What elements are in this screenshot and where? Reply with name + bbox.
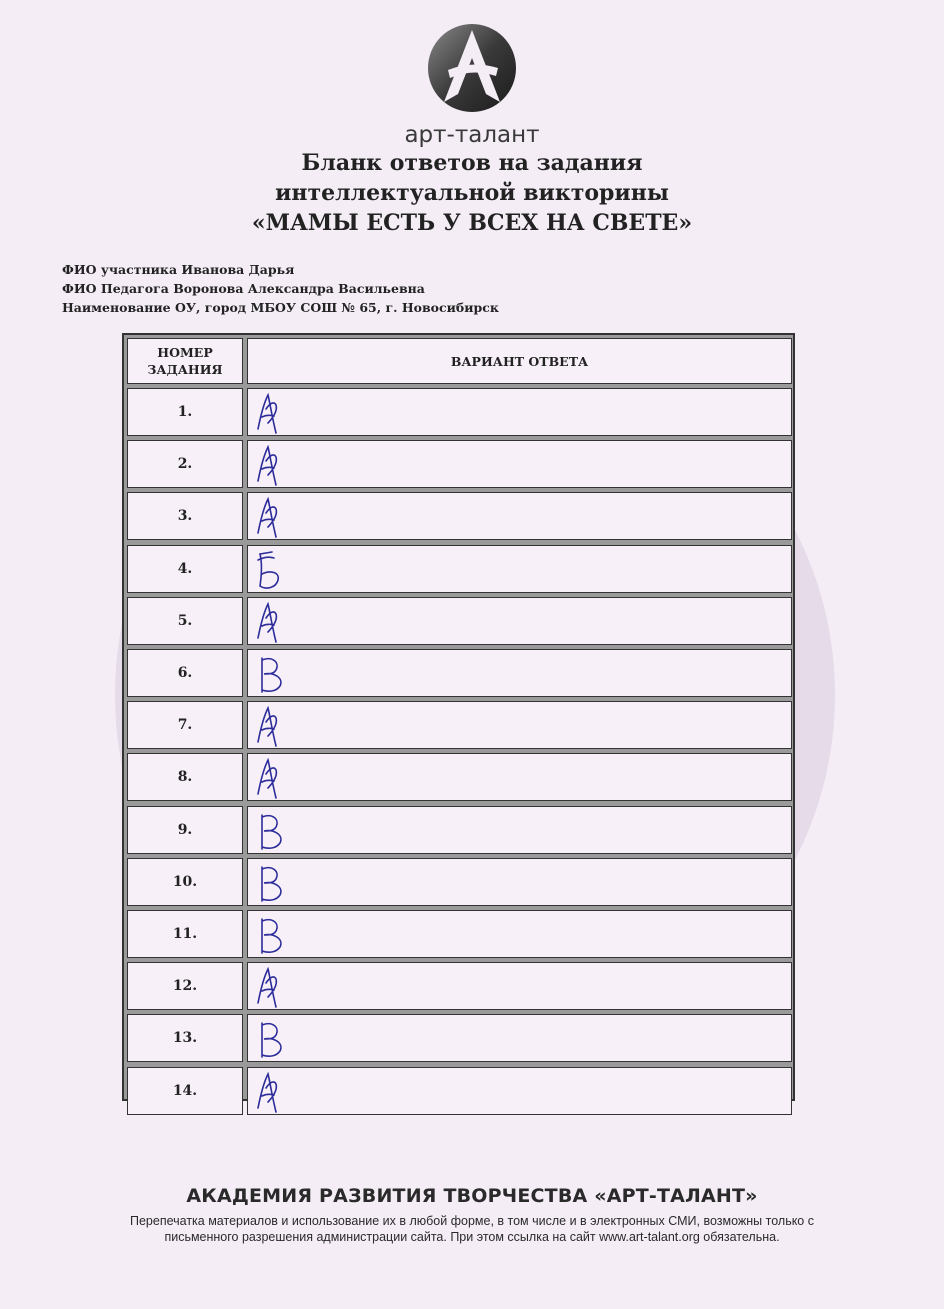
handwritten-answer-glyph xyxy=(252,546,288,594)
task-number: 12. xyxy=(172,978,198,995)
task-number: 10. xyxy=(172,873,198,890)
academy-name: АКАДЕМИЯ РАЗВИТИЯ ТВОРЧЕСТВА «АРТ-ТАЛАНТ» xyxy=(186,1185,758,1207)
answer-cell xyxy=(247,492,792,540)
answer-cell xyxy=(247,806,792,854)
handwritten-answer-glyph xyxy=(252,598,288,646)
task-number-cell xyxy=(127,440,243,488)
header-task-number-label: НОМЕР ЗАДАНИЯ xyxy=(147,345,223,377)
task-number-cell xyxy=(127,962,243,1010)
handwritten-answer-glyph xyxy=(252,702,288,750)
answer-cell xyxy=(247,858,792,906)
task-number-cell xyxy=(127,597,243,645)
form-title-line-3: «МАМЫ ЕСТЬ У ВСЕХ НА СВЕТЕ» xyxy=(251,210,693,236)
brand-name: арт-талант xyxy=(404,122,540,148)
participant-info xyxy=(62,260,499,317)
handwritten-answer-glyph xyxy=(252,807,288,855)
handwritten-answer-glyph xyxy=(252,650,288,698)
handwritten-answer-glyph xyxy=(252,1015,288,1063)
handwritten-answer-glyph xyxy=(252,441,288,489)
handwritten-answer-glyph xyxy=(252,859,288,907)
copyright-line-2: письменного разрешения администрации сайта. При этом ссылка на сайт www.art-talant.org обязательна. xyxy=(164,1230,780,1244)
task-number-cell xyxy=(127,492,243,540)
task-number: 3. xyxy=(177,508,193,525)
task-number-cell xyxy=(127,1067,243,1115)
header-task-number xyxy=(127,338,243,384)
task-number-cell xyxy=(127,545,243,593)
copyright-notice xyxy=(0,1213,944,1245)
task-number: 1. xyxy=(177,404,193,420)
handwritten-answer-glyph xyxy=(252,754,288,802)
answer-cell xyxy=(247,910,792,958)
answer-cell xyxy=(247,440,792,488)
answer-cell xyxy=(247,597,792,645)
participant-name: ФИО участника Иванова Дарья xyxy=(62,262,295,277)
answer-cell xyxy=(247,1067,792,1115)
answer-cell xyxy=(247,388,792,436)
task-number: 13. xyxy=(172,1030,198,1047)
copyright-line-1: Перепечатка материалов и использование их в любой форме, в том числе и в электронных СМИ, возможны только с xyxy=(129,1214,814,1228)
task-number: 11. xyxy=(172,926,198,942)
task-number: 6. xyxy=(177,665,193,681)
header xyxy=(0,18,944,238)
task-number-cell xyxy=(127,806,243,854)
task-number-cell xyxy=(127,910,243,958)
answer-cell xyxy=(247,649,792,697)
handwritten-answer-glyph xyxy=(252,911,288,959)
answer-cell xyxy=(247,962,792,1010)
task-number-cell xyxy=(127,388,243,436)
task-number-cell xyxy=(127,858,243,906)
handwritten-answer-glyph xyxy=(252,493,288,541)
task-number: 7. xyxy=(177,717,193,734)
art-talant-logo xyxy=(426,18,518,118)
header-answer-variant xyxy=(247,338,792,384)
answer-cell xyxy=(247,701,792,749)
answer-cell xyxy=(247,753,792,801)
handwritten-answer-glyph xyxy=(252,389,288,437)
task-number: 9. xyxy=(177,821,193,838)
task-number-cell xyxy=(127,753,243,801)
answer-cell xyxy=(247,545,792,593)
footer xyxy=(0,1185,944,1245)
task-number: 2. xyxy=(177,456,193,473)
answer-cell xyxy=(247,1014,792,1062)
handwritten-answer-glyph xyxy=(252,1068,288,1116)
header-answer-variant-label: ВАРИАНТ ОТВЕТА xyxy=(450,353,589,369)
school-name: Наименование ОУ, город МБОУ СОШ № 65, г. Новосибирск xyxy=(62,300,499,315)
task-number: 8. xyxy=(177,769,193,786)
task-number: 4. xyxy=(177,560,193,577)
answer-table xyxy=(122,333,795,1101)
task-number: 14. xyxy=(172,1082,198,1099)
task-number: 5. xyxy=(177,612,193,629)
form-title-line-1: Бланк ответов на задания xyxy=(301,150,643,176)
teacher-name: ФИО Педагога Воронова Александра Васильевна xyxy=(62,281,425,296)
task-number-cell xyxy=(127,701,243,749)
task-number-cell xyxy=(127,649,243,697)
handwritten-answer-glyph xyxy=(252,963,288,1011)
form-title-line-2: интеллектуальной викторины xyxy=(275,180,669,206)
task-number-cell xyxy=(127,1014,243,1062)
